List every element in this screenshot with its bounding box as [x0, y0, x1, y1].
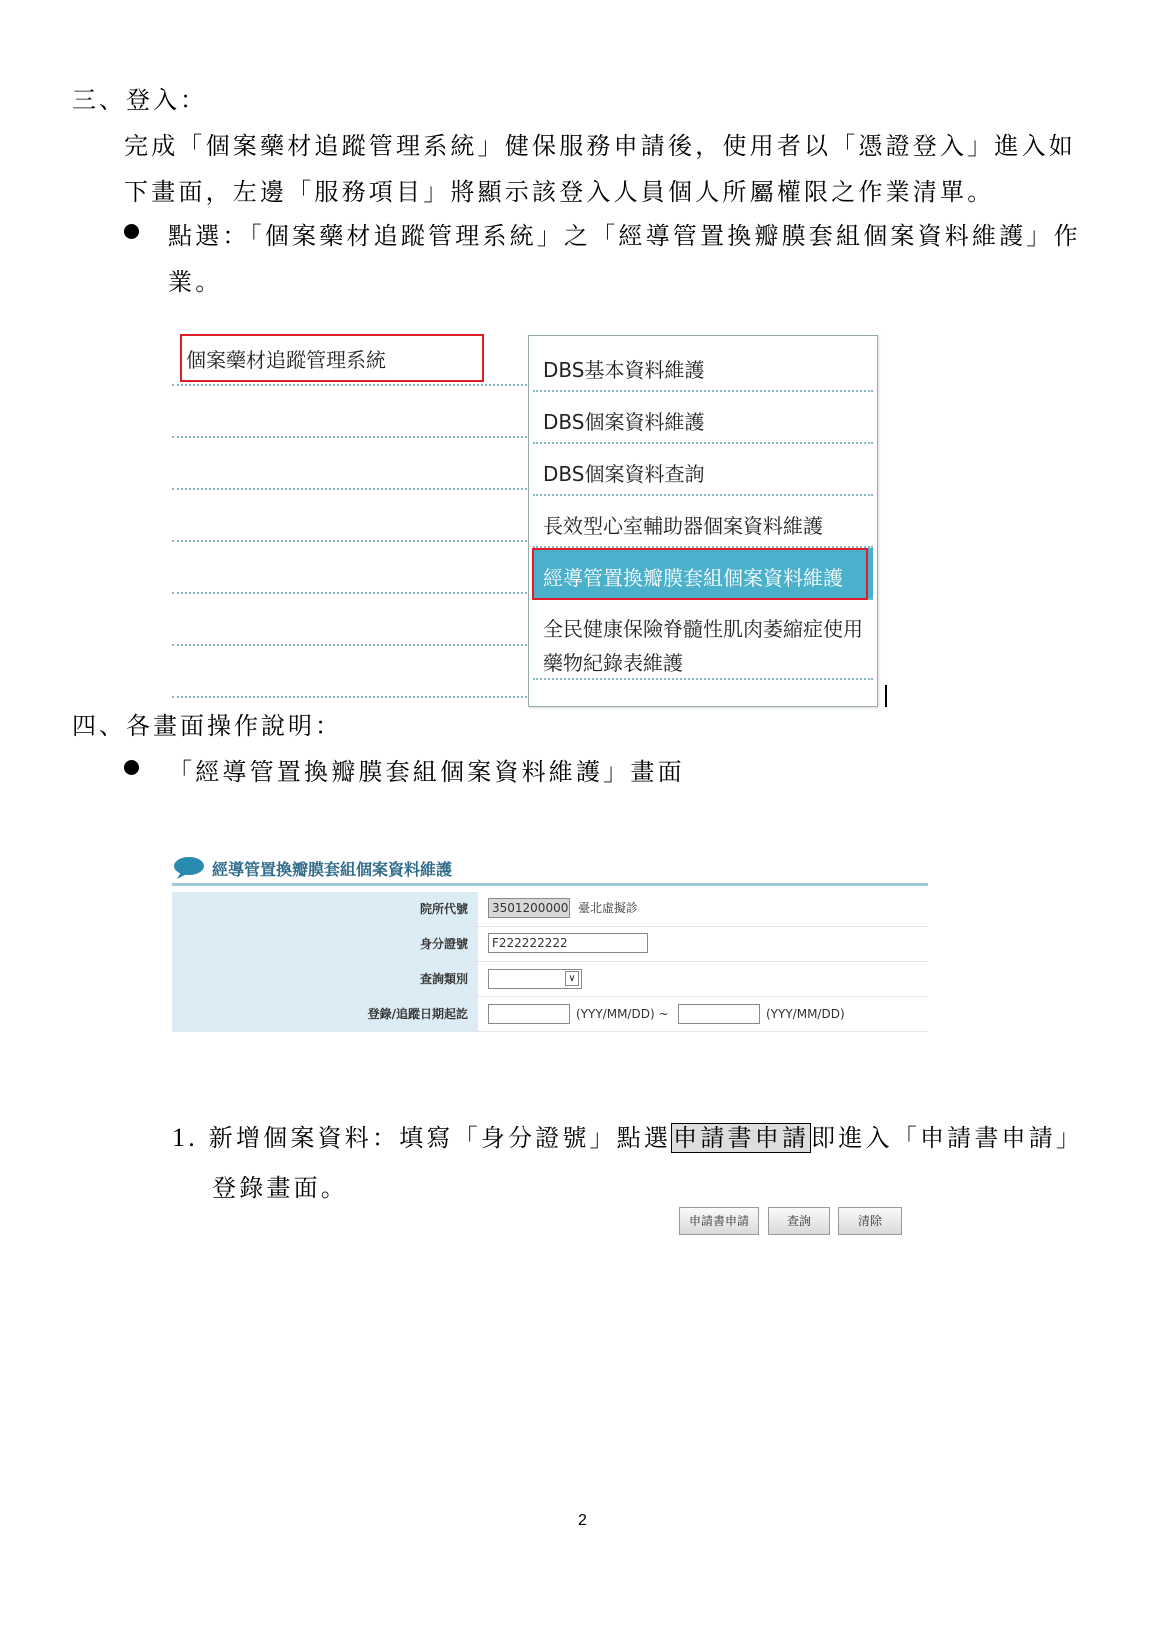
section-3-paragraph-line-1: 完成「個案藥材追蹤管理系統」健保服務申請後，使用者以「憑證登入」進入如 — [124, 132, 1076, 160]
step-1-line-1 — [172, 1118, 1083, 1153]
date-start-input[interactable] — [488, 1004, 570, 1024]
apply-button-reference: 申請書申請 — [673, 1124, 810, 1152]
title-underline — [172, 883, 928, 886]
menu-item-dbs-basic[interactable]: DBS基本資料維護 — [533, 340, 873, 392]
section-3-bullet-line-1: 點選：「個案藥材追蹤管理系統」之「經導管置換瓣膜套組個案資料維護」作 — [168, 222, 1081, 250]
bullet-dot — [124, 224, 139, 239]
id-number-input[interactable]: F222222222 — [488, 933, 648, 953]
form-screenshot — [172, 842, 932, 1082]
system-label[interactable]: 個案藥材追蹤管理系統 — [186, 348, 386, 372]
section-3-paragraph-line-2: 下畫面，左邊「服務項目」將顯示該登入人員個人所屬權限之作業清單。 — [124, 178, 995, 206]
step-number: 1. — [172, 1123, 198, 1152]
form-row-id — [172, 927, 928, 962]
hospital-name: 臺北虛擬診 — [578, 901, 639, 915]
step-1-line-2: 登錄畫面。 — [212, 1174, 348, 1202]
date-start-format: (YYY/MM/DD) ~ — [576, 1007, 669, 1021]
menu-item-tavi-label: 經導管置換瓣膜套組個案資料維護 — [543, 566, 843, 590]
hospital-code-field: 3501200000 — [488, 898, 570, 918]
date-range-label: 登錄/追蹤日期起訖 — [172, 997, 478, 1031]
menu-screenshot — [172, 330, 888, 716]
form-title: 經導管置換瓣膜套組個案資料維護 — [212, 860, 453, 879]
divider — [172, 436, 527, 438]
divider — [172, 592, 527, 594]
divider — [172, 384, 527, 386]
text-cursor — [885, 685, 887, 707]
section-4-heading: 四、各畫面操作說明： — [72, 712, 342, 740]
highlight-annotation-box — [532, 548, 868, 600]
speech-bubble-icon — [172, 856, 206, 880]
submenu-panel — [528, 335, 878, 707]
menu-item-dbs-case-query[interactable]: DBS個案資料查詢 — [533, 444, 873, 496]
clear-button[interactable]: 清除 — [838, 1207, 902, 1235]
page-number: 2 — [578, 1512, 587, 1529]
date-end-format: (YYY/MM/DD) — [766, 1007, 845, 1021]
section-3-heading: 三、登入： — [72, 86, 207, 114]
id-number-label: 身分證號 — [172, 927, 478, 961]
divider — [172, 540, 527, 542]
date-end-input[interactable] — [678, 1004, 760, 1024]
section-3-bullet-line-2: 業。 — [168, 268, 223, 296]
apply-button[interactable]: 申請書申請 — [679, 1207, 759, 1235]
section-4-bullet: 「經導管置換瓣膜套組個案資料維護」畫面 — [168, 758, 685, 786]
hospital-code-label: 院所代號 — [172, 892, 478, 926]
menu-item-sma[interactable]: 全民健康保險脊髓性肌肉萎縮症使用藥物紀錄表維護 — [533, 600, 873, 680]
query-type-label: 查詢類別 — [172, 962, 478, 996]
chevron-down-icon: ∨ — [565, 971, 579, 986]
menu-item-lvad[interactable]: 長效型心室輔助器個案資料維護 — [533, 496, 873, 548]
bullet-dot — [124, 760, 139, 775]
divider — [172, 696, 527, 698]
step-1-text-a: 新增個案資料：填寫「身分證號」點選 — [208, 1124, 672, 1152]
query-button[interactable]: 查詢 — [768, 1207, 830, 1235]
form-row-date-range — [172, 997, 928, 1032]
query-type-select[interactable] — [488, 969, 582, 989]
menu-item-tavi-highlighted[interactable] — [533, 548, 873, 600]
menu-item-dbs-case-maintain[interactable]: DBS個案資料維護 — [533, 392, 873, 444]
step-1-text-b: 即進入「申請書申請」 — [811, 1124, 1084, 1152]
form-row-hospital — [172, 892, 928, 927]
divider — [172, 644, 527, 646]
divider — [172, 488, 527, 490]
form-row-query-type — [172, 962, 928, 997]
